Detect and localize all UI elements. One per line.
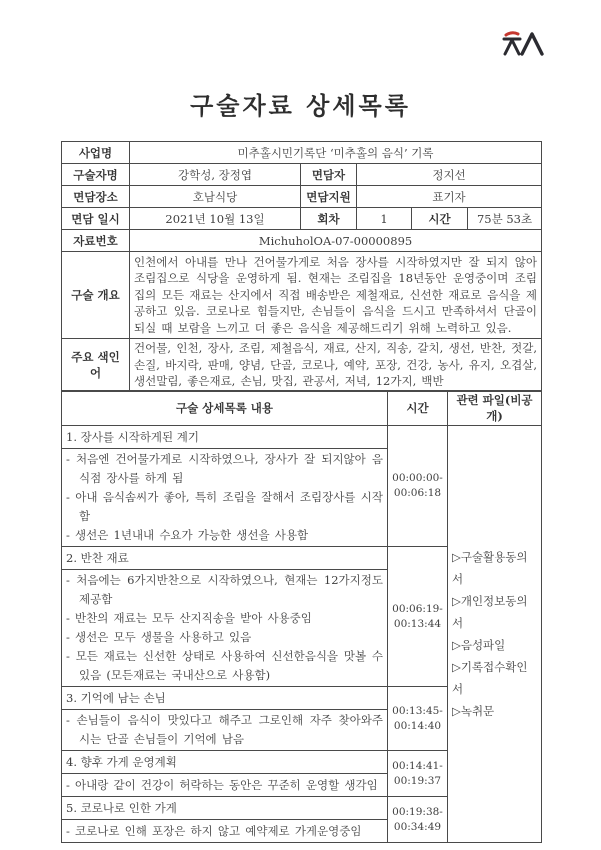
- section-1-time: [388, 426, 448, 547]
- section-2-time: [388, 547, 448, 687]
- duration-value: 75분 53초: [468, 208, 542, 230]
- summary-label: 구술 개요: [62, 252, 130, 339]
- date-label: 면담 일시: [62, 208, 130, 230]
- bullet-item: - 처음에는 6가지반찬으로 시작하였으나, 현재는 12가지정도 제공함: [66, 573, 383, 606]
- time-end: 00:06:18: [393, 487, 442, 499]
- section-3-time: [388, 687, 448, 751]
- keywords-label: 주요 색인어: [62, 339, 130, 392]
- page-title: 구술자료 상세목록: [190, 91, 411, 120]
- interviewer-value: 정지선: [357, 164, 542, 186]
- time-start: 00:14:41-: [392, 759, 443, 772]
- place-value: 호남식당: [130, 186, 301, 208]
- section-4-bullets: [62, 774, 388, 797]
- info-table: [61, 141, 542, 392]
- time-end: 00:34:49: [393, 820, 442, 833]
- table-row: [62, 164, 542, 186]
- support-label: 면담지원: [301, 186, 357, 208]
- organization-logo-icon: [501, 30, 545, 56]
- bullet-item: - 생선은 모두 생물을 사용하고 있음: [66, 630, 252, 644]
- bullet-item: - 손님들이 음식이 맛있다고 해주고 그로인해 자주 찾아와주시는 단골 손님들이 기억에 남음: [66, 713, 383, 746]
- time-end: 00:14:40: [393, 719, 442, 732]
- bullet-item: - 반찬의 재료는 모두 산지직송을 받아 사용중임: [66, 611, 312, 625]
- related-file-item: ▷개인정보동의서: [452, 594, 528, 630]
- time-start: 00:00:00-: [392, 472, 443, 484]
- related-file-item: ▷구술활용동의서: [452, 550, 528, 586]
- related-file-item: ▷녹취문: [452, 704, 495, 718]
- section-2-title: 2. 반찬 재료: [62, 547, 388, 570]
- support-value: 표기자: [357, 186, 542, 208]
- table-row: [62, 230, 542, 252]
- summary-value: 인천에서 아내를 만나 건어물가게로 처음 장사를 시작하였지만 잘 되지 않아 조림집으로 식당을 운영하게 됨. 현재는 조림집을 18년동안 운영중이며 조림집의 모든 재료는 산지에서 직접 배송받은 제철재료, 신선한 재료로 음식을 제공하고 있음. 코로나로 힘들지만, 손님들이 음식을 드시고 만족하셔서 단골이 되실 때 보람을 느끼고 더 좋은 음식을 제공해드리기 위해 노력하고 있음.: [130, 252, 542, 339]
- place-label: 면담장소: [62, 186, 130, 208]
- section-5-time: [388, 797, 448, 843]
- section-3-bullets: [62, 710, 388, 751]
- section-5-title: 5. 코로나로 인한 가게: [62, 797, 388, 820]
- table-row: [62, 208, 542, 230]
- bullet-item: - 처음엔 건어물가게로 시작하였으나, 장사가 잘 되지않아 음식점 장사를 하게 됨: [66, 452, 383, 485]
- content-header: 구술 상세목록 내용: [62, 391, 388, 426]
- section-1-bullets: [62, 449, 388, 547]
- time-header: 시간: [388, 391, 448, 426]
- section-4-title: 4. 향후 가게 운영계획: [62, 751, 388, 774]
- time-end: 00:19:37: [393, 774, 442, 787]
- bullet-item: - 모든 재료는 신선한 상태로 사용하여 신선한음식을 맛볼 수 있음 (모든재료는 국내산으로 사용함): [66, 649, 383, 682]
- table-row: [62, 339, 542, 392]
- time-end: 00:13:44: [393, 617, 442, 630]
- narrator-label: 구술자명: [62, 164, 130, 186]
- table-row: [62, 186, 542, 208]
- files-header: 관련 파일(비공개): [448, 391, 542, 426]
- business-label: 사업명: [62, 142, 130, 164]
- docno-value: MichuholOA-07-00000895: [130, 230, 542, 252]
- round-value: 1: [357, 208, 412, 230]
- docno-label: 자료번호: [62, 230, 130, 252]
- section-2-bullets: [62, 570, 388, 687]
- bullet-item: - 코로나로 인해 포장은 하지 않고 예약제로 가게운영중임: [66, 823, 362, 838]
- time-start: 00:13:45-: [392, 704, 443, 717]
- content-table: [61, 390, 542, 843]
- bullet-item: - 아내 음식솜씨가 좋아, 특히 조림을 잘해서 조림장사를 시작함: [66, 490, 383, 523]
- keywords-value: 건어물, 인천, 장사, 조림, 제철음식, 재료, 산지, 직송, 갈치, 생선, 반찬, 젓갈, 손질, 바지락, 판매, 양념, 단골, 코로나, 예약, 포장, 건강, 농사, 유지, 오겹살, 생선말림, 좋은재료, 손님, 맛집, 관공서, 저녁, 12가지, 백반: [130, 339, 542, 392]
- table-row: [62, 142, 542, 164]
- section-title-row: [62, 426, 542, 449]
- date-value: 2021년 10월 13일: [130, 208, 301, 230]
- business-value: 미추홀시민기록단 ‘미추홀의 음식’ 기록: [130, 142, 542, 164]
- related-files-cell: [448, 426, 542, 843]
- time-start: 00:06:19-: [392, 602, 443, 615]
- time-start: 00:19:38-: [392, 805, 443, 818]
- table-row: [62, 252, 542, 339]
- related-file-item: ▷음성파일: [452, 638, 506, 652]
- interviewer-label: 면담자: [301, 164, 357, 186]
- duration-label: 시간: [412, 208, 468, 230]
- related-file-item: ▷기록접수확인서: [452, 660, 528, 696]
- narrator-value: 강학성, 장정엽: [130, 164, 301, 186]
- section-5-bullets: [62, 820, 388, 843]
- section-1-title: 1. 장사를 시작하게된 계기: [62, 426, 388, 449]
- bullet-item: - 생선은 1년내내 수요가 가능한 생선을 사용함: [66, 528, 309, 542]
- section-3-title: 3. 기억에 남는 손님: [62, 687, 388, 710]
- section-4-time: [388, 751, 448, 797]
- bullet-item: - 아내랑 같이 건강이 허락하는 동안은 꾸준히 운영할 생각임: [66, 777, 378, 792]
- round-label: 회차: [301, 208, 357, 230]
- content-header-row: [62, 391, 542, 426]
